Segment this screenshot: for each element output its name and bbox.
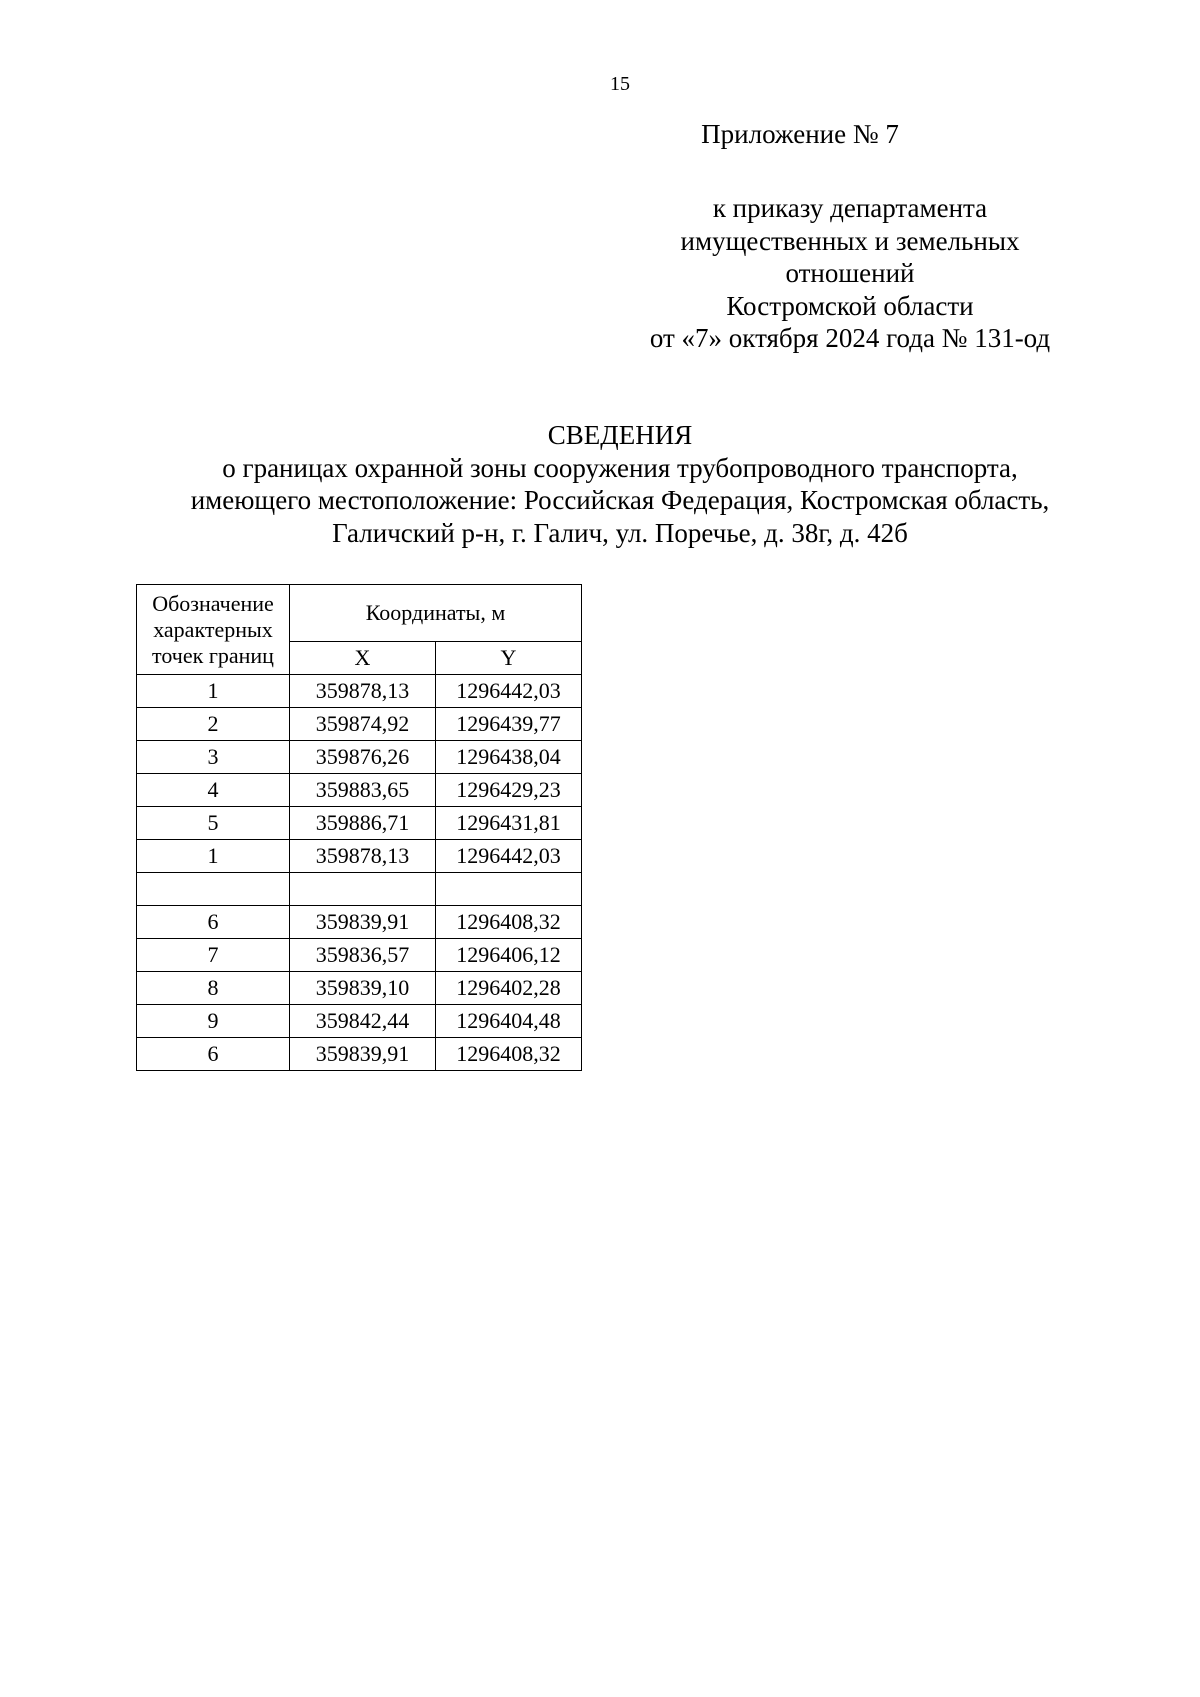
y-cell: 1296438,04 — [436, 741, 582, 774]
x-cell: 359839,91 — [290, 906, 436, 939]
table-row — [137, 807, 582, 840]
order-reference-line: отношений — [785, 258, 915, 288]
y-cell: 1296442,03 — [436, 675, 582, 708]
point-cell: 6 — [137, 1038, 290, 1071]
table-row — [137, 1038, 582, 1071]
order-reference-line: от «7» октября 2024 года № 131-од — [649, 323, 1051, 353]
document-subtitle-line: Галичский р-н, г. Галич, ул. Поречье, д. 38г, д. 42б — [332, 517, 908, 548]
y-cell: 1296402,28 — [436, 972, 582, 1005]
header-line: точек границ — [152, 642, 274, 668]
x-cell — [290, 873, 436, 906]
appendix-title: Приложение № 7 — [701, 119, 899, 149]
document-title: СВЕДЕНИЯ — [547, 420, 693, 450]
page-number: 15 — [610, 73, 630, 95]
order-reference — [620, 192, 1080, 355]
y-cell: 1296439,77 — [436, 708, 582, 741]
point-cell: 9 — [137, 1005, 290, 1038]
document-subtitle-line: имеющего местоположение: Российская Федерация, Костромская область, — [190, 485, 1050, 515]
x-cell: 359842,44 — [290, 1005, 436, 1038]
x-cell: 359878,13 — [290, 675, 436, 708]
y-header: Y — [436, 642, 582, 675]
x-cell: 359876,26 — [290, 741, 436, 774]
document-heading — [0, 419, 1200, 549]
table-row — [137, 774, 582, 807]
point-cell: 3 — [137, 741, 290, 774]
y-cell — [436, 873, 582, 906]
x-cell: 359878,13 — [290, 840, 436, 873]
table-row — [137, 708, 582, 741]
y-cell: 1296408,32 — [436, 906, 582, 939]
y-cell: 1296406,12 — [436, 939, 582, 972]
order-reference-line: имущественных и земельных — [680, 225, 1020, 256]
x-header: X — [290, 642, 436, 675]
document-subtitle-line: о границах охранной зоны сооружения трубопроводного транспорта, — [222, 452, 1018, 483]
table-row — [137, 1005, 582, 1038]
table-row — [137, 972, 582, 1005]
x-cell: 359839,91 — [290, 1038, 436, 1071]
point-cell: 6 — [137, 906, 290, 939]
table-row — [137, 873, 582, 906]
point-cell: 1 — [137, 840, 290, 873]
coordinates-header: Координаты, м — [290, 585, 582, 642]
point-cell: 4 — [137, 774, 290, 807]
point-designation-header — [137, 585, 290, 675]
coordinates-table — [136, 584, 582, 1071]
point-cell: 7 — [137, 939, 290, 972]
y-cell: 1296442,03 — [436, 840, 582, 873]
table-row — [137, 906, 582, 939]
header-line: характерных — [153, 616, 273, 642]
table-row — [137, 741, 582, 774]
x-cell: 359836,57 — [290, 939, 436, 972]
table-header-row — [137, 585, 582, 642]
x-cell: 359874,92 — [290, 708, 436, 741]
x-cell: 359883,65 — [290, 774, 436, 807]
point-cell: 5 — [137, 807, 290, 840]
x-cell: 359839,10 — [290, 972, 436, 1005]
order-reference-line: к приказу департамента — [712, 193, 988, 223]
x-cell: 359886,71 — [290, 807, 436, 840]
order-reference-line: Костромской области — [726, 290, 974, 321]
y-cell: 1296404,48 — [436, 1005, 582, 1038]
header-line: Обозначение — [152, 590, 274, 616]
y-cell: 1296431,81 — [436, 807, 582, 840]
y-cell: 1296429,23 — [436, 774, 582, 807]
point-cell: 2 — [137, 708, 290, 741]
point-cell: 1 — [137, 675, 290, 708]
y-cell: 1296408,32 — [436, 1038, 582, 1071]
point-cell — [137, 873, 290, 906]
table-row — [137, 840, 582, 873]
table-row — [137, 675, 582, 708]
point-cell: 8 — [137, 972, 290, 1005]
table-row — [137, 939, 582, 972]
